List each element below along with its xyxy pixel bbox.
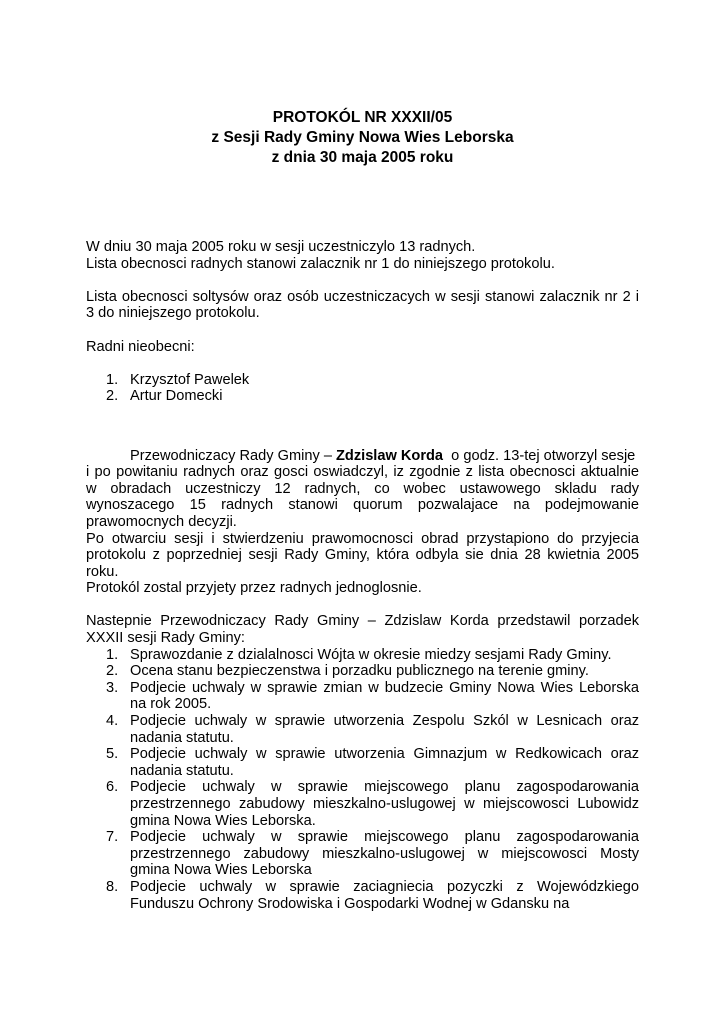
opening-line-5: prawomocnych decyzji. bbox=[86, 513, 237, 530]
opening-paragraph bbox=[86, 448, 639, 597]
agenda-item bbox=[86, 713, 639, 746]
intro-paragraph bbox=[86, 239, 639, 272]
agenda-item-line: Podjecie uchwaly w sprawie zmian w budzecie Gminy Nowa Wies Leborska bbox=[130, 679, 639, 696]
title-line-2: z Sesji Rady Gminy Nowa Wies Leborska bbox=[211, 129, 514, 146]
list-item bbox=[86, 372, 639, 389]
agenda-item-line: przestrzennego zabudowy mieszkalno-uslugowej w miejscowosci Mosty bbox=[130, 845, 639, 862]
chairman-name: Zdzislaw Korda bbox=[336, 447, 444, 464]
document-body bbox=[86, 239, 639, 912]
list-number: 7. bbox=[106, 829, 119, 846]
document-title bbox=[0, 108, 725, 168]
agenda-intro-line-2: XXXII sesji Rady Gminy: bbox=[86, 630, 245, 647]
agenda-item bbox=[86, 746, 639, 779]
agenda-item bbox=[86, 829, 639, 879]
soltysi-line-2: 3 do niniejszego protokolu. bbox=[86, 305, 260, 322]
opening-line-6: Po otwarciu sesji i stwierdzeniu prawomocnosci obrad przystapiono do przyjecia bbox=[86, 530, 639, 547]
list-item bbox=[86, 388, 639, 405]
agenda-item-line: gmina Nowa Wies Leborska. bbox=[130, 812, 316, 829]
title-line-1: PROTOKÓL NR XXXII/05 bbox=[272, 109, 453, 126]
agenda-item bbox=[86, 680, 639, 713]
agenda-item-line: gmina Nowa Wies Leborska bbox=[130, 862, 312, 879]
list-number: 3. bbox=[106, 679, 119, 696]
opening-line-1: Przewodniczacy Rady Gminy – Zdzislaw Korda o godz. 13-tej otworzyl sesje bbox=[130, 447, 636, 464]
agenda-list bbox=[86, 647, 639, 913]
soltysi-line-1: Lista obecnosci soltysów oraz osób uczestniczacych w sesji stanowi zalacznik nr 2 i bbox=[86, 288, 639, 305]
agenda-item-line: na rok 2005. bbox=[130, 696, 212, 713]
agenda-item-line: przestrzennego zabudowy mieszkalno-uslugowej w miejscowosci Lubowidz bbox=[130, 796, 639, 812]
intro-line-2: Lista obecnosci radnych stanowi zalacznik nr 1 do niniejszego protokolu. bbox=[86, 255, 555, 272]
agenda-intro-line-1: Nastepnie Przewodniczacy Rady Gminy – Zdzislaw Korda przedstawil porzadek bbox=[86, 613, 639, 630]
opening-line-2: i po powitaniu radnych oraz gosci oswiadczyl, iz zgodnie z lista obecnosci aktualnie bbox=[86, 464, 639, 481]
agenda-item-line: nadania statutu. bbox=[130, 762, 234, 779]
list-number: 2. bbox=[106, 663, 119, 680]
agenda-item-line: Podjecie uchwaly w sprawie miejscowego planu zagospodarowania bbox=[130, 779, 639, 796]
list-number: 1. bbox=[106, 371, 119, 388]
opening-line-9: Protokól zostal przyjety przez radnych jednoglosnie. bbox=[86, 580, 422, 597]
list-number: 1. bbox=[106, 646, 119, 663]
agenda-item-line: Podjecie uchwaly w sprawie utworzenia Gimnazjum w Redkowicach oraz bbox=[130, 746, 639, 763]
list-number: 5. bbox=[106, 746, 119, 763]
list-number: 4. bbox=[106, 713, 119, 730]
opening-line-7: protokolu z poprzedniej sesji Rady Gminy, która odbyla sie dnia 28 kwietnia 2005 bbox=[86, 547, 639, 564]
absent-name: Krzysztof Pawelek bbox=[130, 371, 250, 388]
agenda-item-line: Podjecie uchwaly w sprawie miejscowego planu zagospodarowania bbox=[130, 829, 639, 846]
agenda-item-line: Sprawozdanie z dzialalnosci Wójta w okresie miedzy sesjami Rady Gminy. bbox=[130, 646, 612, 663]
agenda-item bbox=[86, 647, 639, 664]
title-line-3: z dnia 30 maja 2005 roku bbox=[271, 149, 454, 166]
soltysi-paragraph bbox=[86, 289, 639, 322]
agenda-item bbox=[86, 663, 639, 680]
agenda-item bbox=[86, 779, 639, 829]
list-number: 2. bbox=[106, 388, 119, 405]
agenda-item-line: Podjecie uchwaly w sprawie utworzenia Zespolu Szkól w Lesnicach oraz bbox=[130, 713, 639, 730]
agenda-item-line: Podjecie uchwaly w sprawie zaciagniecia pozyczki z Wojewódzkiego bbox=[130, 878, 639, 895]
absent-heading: Radni nieobecni: bbox=[86, 338, 195, 355]
agenda-item-line: Ocena stanu bezpieczenstwa i porzadku publicznego na terenie gminy. bbox=[130, 663, 589, 680]
agenda-item bbox=[86, 879, 639, 912]
absent-name: Artur Domecki bbox=[130, 388, 223, 405]
agenda-item-line: Funduszu Ochrony Srodowiska i Gospodarki Wodnej w Gdansku na bbox=[130, 895, 570, 912]
list-number: 8. bbox=[106, 878, 119, 895]
list-number: 6. bbox=[106, 779, 119, 796]
absent-list bbox=[86, 372, 639, 405]
agenda-item-line: nadania statutu. bbox=[130, 729, 234, 746]
intro-line-1: W dniu 30 maja 2005 roku w sesji uczestniczylo 13 radnych. bbox=[86, 239, 476, 255]
opening-line-3: w obradach uczestniczy 12 radnych, co wobec ustawowego skladu rady bbox=[86, 480, 639, 497]
agenda-intro bbox=[86, 613, 639, 646]
opening-line-8: roku. bbox=[86, 563, 119, 580]
opening-line-4: wynoszacego 15 radnych stanowi quorum pozwalajace na podejmowanie bbox=[86, 497, 639, 514]
